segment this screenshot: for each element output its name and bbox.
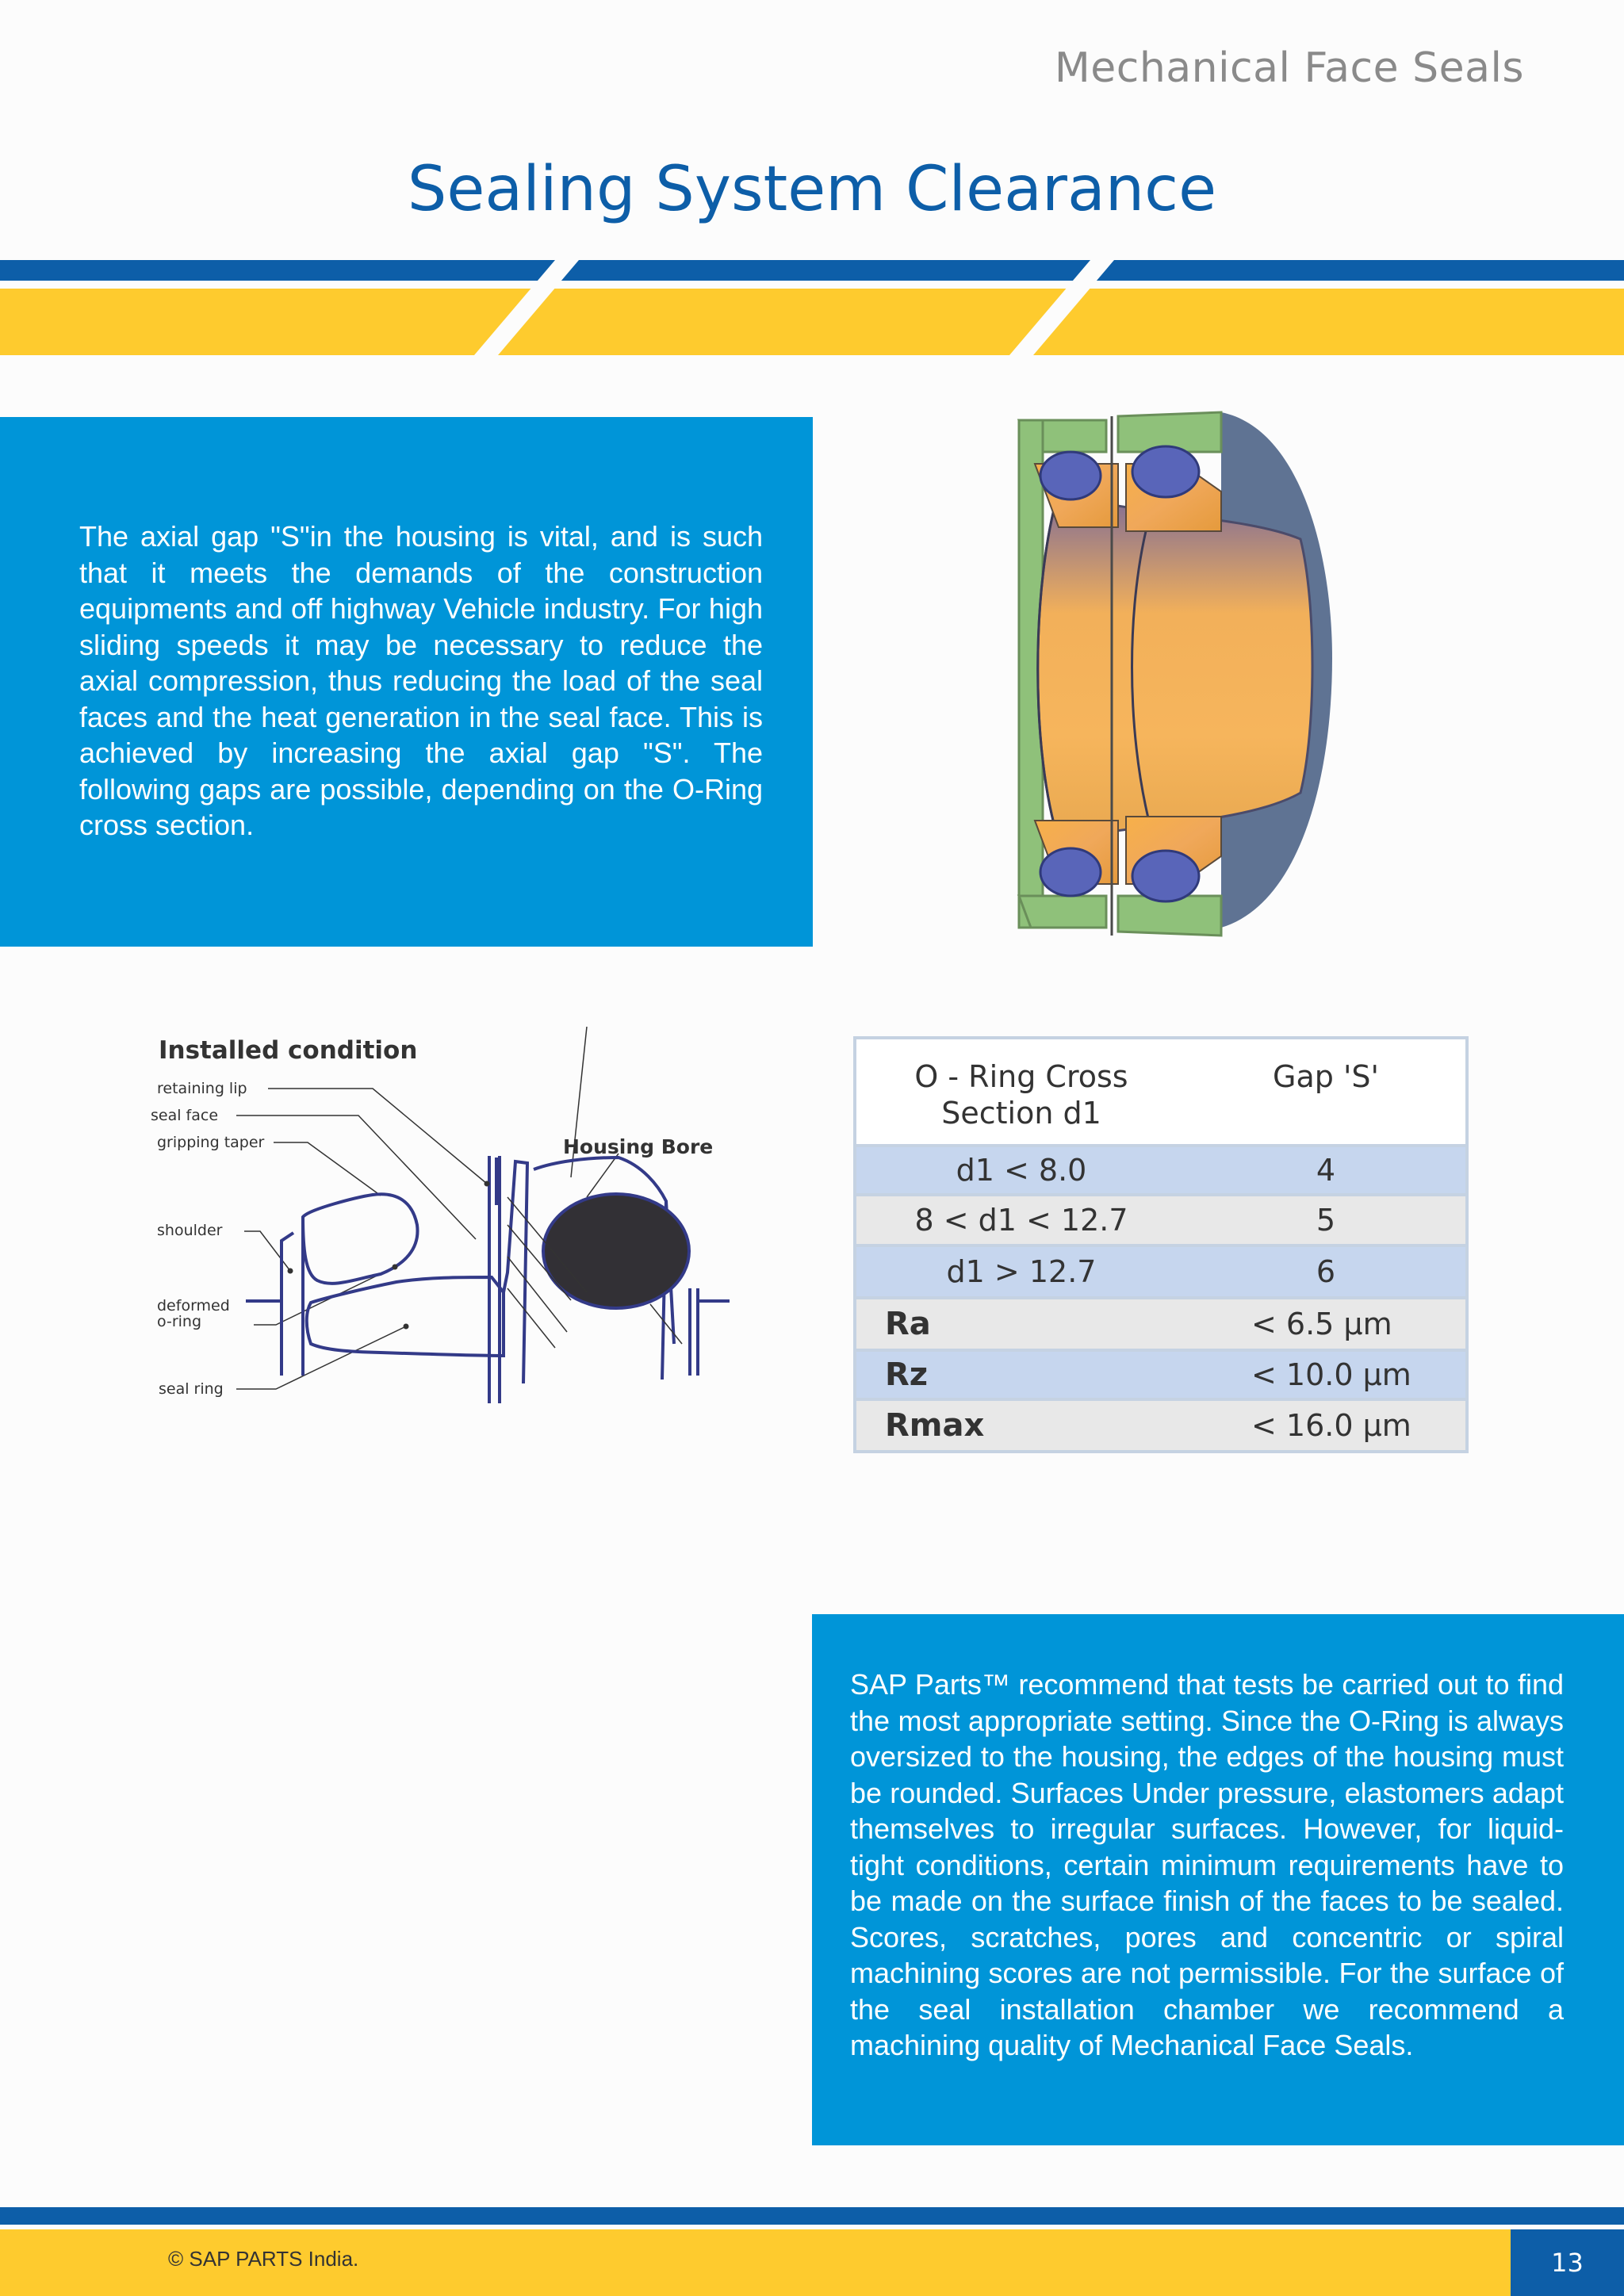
label-o-ring: o-ring <box>157 1313 202 1330</box>
pointer-dot <box>288 1269 293 1274</box>
header-gap: Gap 'S' <box>1273 1059 1379 1094</box>
section-title: Mechanical Face Seals <box>1054 44 1524 92</box>
label-seal-face: seal face <box>151 1107 219 1124</box>
cell-roughness-value: < 10.0 µm <box>1251 1357 1411 1392</box>
page-title: Sealing System Clearance <box>407 154 1217 225</box>
cell-gap: 5 <box>1316 1203 1336 1238</box>
pointer-dot <box>393 1265 398 1270</box>
table-row <box>856 1247 1465 1296</box>
cell-roughness-label: Rz <box>885 1357 929 1393</box>
cell-roughness-label: Ra <box>885 1306 931 1342</box>
recommendation-text-box <box>812 1614 1624 2145</box>
cell-section: d1 < 8.0 <box>956 1153 1087 1188</box>
recommendation-paragraph: SAP Parts™ recommend that tests be carried out to find the most appropriate setting. Since the O-Ring is always oversized to the housing, the edges of the housing must be rounded. Surfaces Under pressure, elastomers adapt themselves to irregular surfaces. However, for liquid-tight conditions, certain minimum requirements have to be made on the surface finish of the faces to be sealed. Scores, scratches, pores and concentric or spiral machining scores are not permissible. For the surface of the seal installation chamber we recommend a machining quality of Mechanical Face Seals. <box>850 1668 1564 2061</box>
face-seal-illustration <box>983 396 1348 951</box>
copyright-text: © SAP PARTS India. <box>168 2247 359 2271</box>
diagram-title: Installed condition <box>159 1036 418 1065</box>
table-row <box>856 1352 1465 1398</box>
table-header <box>856 1039 1465 1144</box>
label-housing-bore: Housing Bore <box>563 1135 714 1158</box>
cell-roughness-value: < 6.5 µm <box>1251 1307 1392 1341</box>
installed-condition-diagram <box>143 1027 793 1423</box>
label-seal-ring: seal ring <box>159 1380 224 1398</box>
intro-text-box <box>0 417 813 947</box>
pointer-dot <box>404 1324 409 1330</box>
cell-section: 8 < d1 < 12.7 <box>914 1203 1128 1238</box>
header-cross-section-line1: O - Ring Cross <box>914 1059 1128 1094</box>
cell-gap: 6 <box>1316 1254 1336 1289</box>
table-row <box>856 1401 1465 1450</box>
label-gripping-taper: gripping taper <box>157 1134 265 1151</box>
header-stripes <box>0 260 1624 355</box>
o-ring-cross-section <box>543 1194 689 1308</box>
footer-blue-stripe <box>0 2207 1624 2225</box>
cell-section: d1 > 12.7 <box>946 1254 1097 1289</box>
cell-gap: 4 <box>1316 1153 1336 1188</box>
cell-roughness-label: Rmax <box>885 1407 985 1444</box>
cell-roughness-value: < 16.0 µm <box>1251 1408 1411 1443</box>
table-row <box>856 1147 1465 1193</box>
label-deformed: deformed <box>157 1297 230 1314</box>
intro-paragraph: The axial gap "S"in the housing is vital, and is such that it meets the demands of the construction equipments and off highway Vehicle industry. For high sliding speeds it may be necessary to reduce the axial compression, thus reducing the load of the seal faces and the heat generation in the seal face. This is achieved by increasing the axial gap "S". The following gaps are possible, depending on the O-Ring cross section. <box>79 520 763 841</box>
table-row <box>856 1299 1465 1349</box>
header-cross-section-line2: Section d1 <box>941 1096 1101 1131</box>
table-row <box>856 1196 1465 1244</box>
page-number: 13 <box>1511 2229 1624 2296</box>
pointer-dot <box>485 1181 490 1187</box>
header-cross-section <box>856 1058 1186 1144</box>
label-shoulder: shoulder <box>157 1222 223 1239</box>
gap-specification-table <box>853 1036 1469 1453</box>
leader-lines <box>236 1027 619 1389</box>
label-retaining-lip: retaining lip <box>157 1080 247 1097</box>
